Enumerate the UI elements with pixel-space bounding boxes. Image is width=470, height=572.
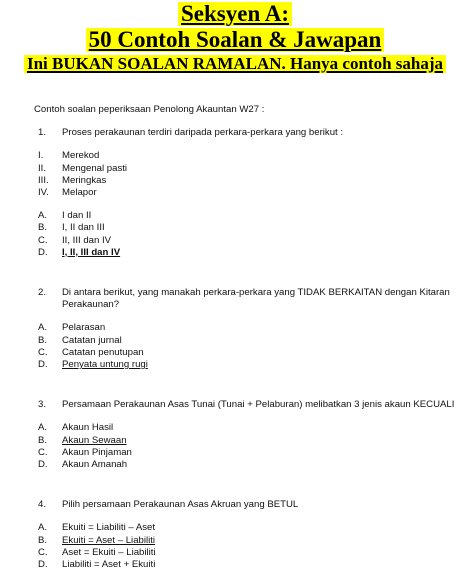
list-item	[38, 175, 460, 187]
option-d-answer	[38, 247, 460, 259]
answer-text: Akaun Sewaan	[62, 434, 127, 446]
option-text: I dan II	[62, 210, 92, 222]
option-text: Akaun Amanah	[62, 459, 128, 471]
section-title: Seksyen A:	[178, 2, 292, 26]
answer-text: I, II, III dan IV	[62, 246, 121, 258]
question-number: 1.	[38, 127, 47, 139]
option-letter: C.	[38, 446, 48, 458]
option-text: Akaun Hasil	[62, 422, 114, 434]
option-c	[38, 235, 460, 247]
question-3	[20, 399, 460, 411]
option-d-answer	[38, 359, 460, 371]
question-4	[20, 499, 460, 511]
item-label: IV.	[38, 187, 49, 199]
intro-text: Contoh soalan peperiksaan Penolong Akauntan W27 :	[34, 104, 265, 115]
option-d	[38, 459, 460, 471]
question-number: 4.	[38, 499, 47, 511]
option-b	[38, 222, 460, 234]
option-text: I, II dan III	[62, 222, 105, 234]
answer-text: Ekuiti = Aset – Liabiliti	[62, 534, 156, 546]
item-text: Melapor	[62, 187, 97, 199]
main-title: 50 Contoh Soalan & Jawapan	[86, 28, 385, 52]
option-text: II, III dan IV	[62, 234, 112, 246]
disclaimer: Ini BUKAN SOALAN RAMALAN. Hanya contoh sahaja	[24, 55, 446, 73]
question-number: 2.	[38, 287, 47, 299]
option-text: Ekuiti = Liabiliti – Aset	[62, 522, 156, 534]
list-item	[38, 187, 460, 199]
option-c	[38, 447, 460, 459]
option-d	[38, 559, 460, 571]
option-letter: B.	[38, 434, 48, 446]
option-text: Liabiliti = Aset + Ekuiti	[62, 559, 156, 571]
question-1	[20, 127, 460, 139]
option-letter: D.	[38, 246, 48, 258]
document-body	[20, 104, 460, 571]
option-letter: A.	[38, 322, 48, 334]
option-letter: D.	[38, 459, 48, 471]
option-b-answer	[38, 535, 460, 547]
option-text: Catatan penutupan	[62, 346, 144, 358]
question-text: Persamaan Perakaunan Asas Tunai (Tunai + Pelaburan) melibatkan 3 jenis akaun KECUALI	[62, 399, 455, 411]
question-2	[20, 287, 460, 311]
option-a	[38, 422, 460, 434]
list-item	[38, 150, 460, 162]
option-text: Aset = Ekuiti – Liabiliti	[62, 546, 156, 558]
option-a	[38, 210, 460, 222]
option-letter: C.	[38, 546, 48, 558]
question-number: 3.	[38, 399, 47, 411]
question-text: Proses perakaunan terdiri daripada perkara-perkara yang berikut :	[62, 127, 344, 139]
option-b	[38, 335, 460, 347]
question-text: Pilih persamaan Perakaunan Asas Akruan yang BETUL	[62, 499, 299, 511]
header	[0, 2, 470, 74]
option-text: Catatan jurnal	[62, 334, 122, 346]
item-text: Merekod	[62, 150, 100, 162]
option-a	[38, 322, 460, 334]
item-label: II.	[38, 162, 46, 174]
item-label: III.	[38, 174, 49, 186]
option-c	[38, 347, 460, 359]
option-letter: B.	[38, 534, 48, 546]
option-letter: A.	[38, 422, 48, 434]
item-label: I.	[38, 150, 44, 162]
option-text: Pelarasan	[62, 322, 106, 334]
item-text: Meringkas	[62, 174, 107, 186]
option-b-answer	[38, 435, 460, 447]
option-c	[38, 547, 460, 559]
option-a	[38, 522, 460, 534]
option-letter: A.	[38, 210, 48, 222]
option-letter: B.	[38, 334, 48, 346]
item-text: Mengenal pasti	[62, 162, 128, 174]
answer-text: Penyata untung rugi	[62, 359, 148, 371]
question-text: Di antara berikut, yang manakah perkara-perkara yang TIDAK BERKAITAN dengan Kitaran Perakaunan?	[62, 287, 450, 311]
list-item	[38, 163, 460, 175]
option-letter: A.	[38, 522, 48, 534]
option-letter: B.	[38, 222, 48, 234]
option-letter: D.	[38, 359, 48, 371]
option-letter: D.	[38, 559, 48, 571]
option-letter: C.	[38, 234, 48, 246]
option-text: Akaun Pinjaman	[62, 446, 132, 458]
option-letter: C.	[38, 346, 48, 358]
